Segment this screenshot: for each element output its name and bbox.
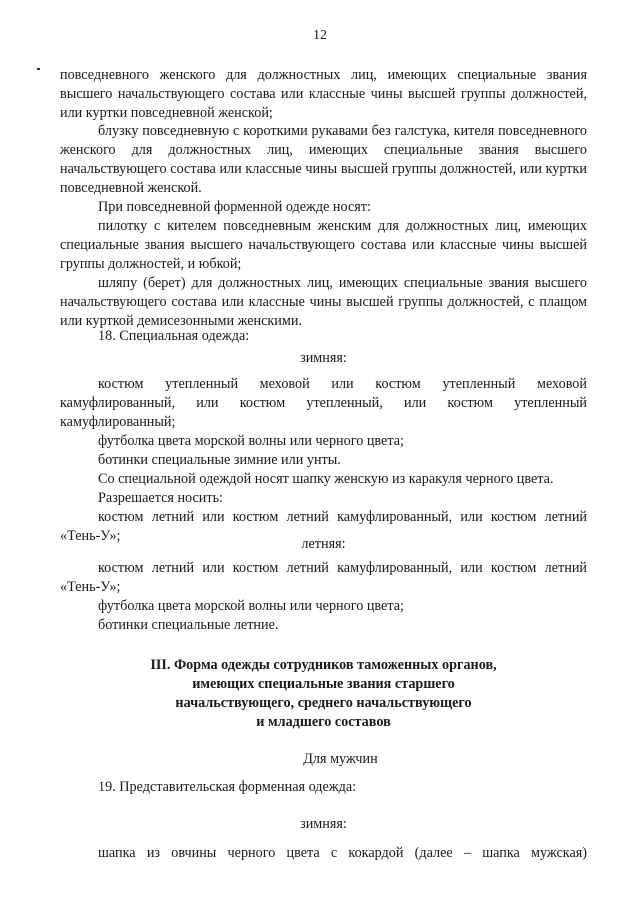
paragraph-women-jacket-cont: повседневного женского для должностных лиц, имеющих специальные звания высшего начальствующего состава или классные чины высшей группы должностей, или куртки повседневной женской; <box>60 67 587 121</box>
item-19-title: 19. Представительская форменная одежда: <box>98 779 357 795</box>
paragraph-allowed: Разрешается носить: <box>98 490 223 506</box>
paragraph-karakul-hat: Со специальной одеждой носят шапку женскую из каракуля черного цвета. <box>98 471 554 487</box>
subheading-summer: летняя: <box>301 536 346 552</box>
section-heading-line-3: начальствующего, среднего начальствующего <box>175 695 472 711</box>
paragraph-summer-suit-allowed: костюм летний или костюм летний камуфлированный, или костюм летний «Тень-У»; <box>60 509 587 544</box>
paragraph-blouse: блузку повседневную с короткими рукавами без галстука, кителя повседневного женского для должностных лиц, имеющих специальные звания высшего начальствующего состава или классные чины высшей группы должностей, или куртки повседневной женской. <box>60 123 587 196</box>
paragraph-everyday-wear: При повседневной форменной одежде носят: <box>98 199 371 215</box>
text-block-item-18 <box>60 327 587 346</box>
text-block-men-hat <box>60 844 587 863</box>
section-heading-line-2: имеющих специальные звания старшего <box>192 676 455 692</box>
paragraph-summer-suit: костюм летний или костюм летний камуфлированный, или костюм летний «Тень-У»; <box>60 560 587 595</box>
scan-speck <box>37 68 40 70</box>
text-block-a <box>60 66 587 123</box>
section-heading-block <box>60 656 587 732</box>
item-18-title: 18. Специальная одежда: <box>98 328 250 344</box>
paragraph-sheepskin-hat: шапка из овчины черного цвета с кокардой (далее – шапка мужская) <box>98 845 587 861</box>
section-heading-line-4: и младшего составов <box>256 714 391 730</box>
text-block-winter-2 <box>60 815 587 834</box>
text-block-summer <box>60 535 587 554</box>
subheading-winter-2: зимняя: <box>300 816 347 832</box>
section-heading-line-1: III. Форма одежды сотрудников таможенных органов, <box>150 657 497 673</box>
subheading-for-men: Для мужчин <box>303 751 378 767</box>
text-block-c <box>60 198 587 331</box>
paragraph-winter-boots: ботинки специальные зимние или унты. <box>98 452 341 468</box>
paragraph-hat-beret: шляпу (берет) для должностных лиц, имеющих специальные звания высшего начальствующего состава или классные чины высшей группы должностей, с плащом или курткой демисезонными женскими. <box>60 275 587 329</box>
text-block-item-19 <box>60 778 587 797</box>
subheading-winter: зимняя: <box>300 350 347 366</box>
text-block-b <box>60 122 587 198</box>
paragraph-winter-suit: костюм утепленный меховой или костюм утепленный меховой камуфлированный, или костюм утепленный, или костюм утепленный камуфлированный; <box>60 376 587 430</box>
text-block-winter <box>60 349 587 368</box>
paragraph-summer-boots: ботинки специальные летние. <box>98 617 279 633</box>
paragraph-tshirt-winter: футболка цвета морской волны или черного цвета; <box>98 433 404 449</box>
text-block-winter-items <box>60 375 587 546</box>
text-block-men <box>60 750 587 769</box>
paragraph-tshirt-summer: футболка цвета морской волны или черного цвета; <box>98 598 404 614</box>
page-number: 12 <box>313 28 327 43</box>
paragraph-pilotka: пилотку с кителем повседневным женским для должностных лиц, имеющих специальные звания высшего начальствующего состава или классные чины высшей группы должностей, и юбкой; <box>60 218 587 272</box>
text-block-summer-items <box>60 559 587 635</box>
